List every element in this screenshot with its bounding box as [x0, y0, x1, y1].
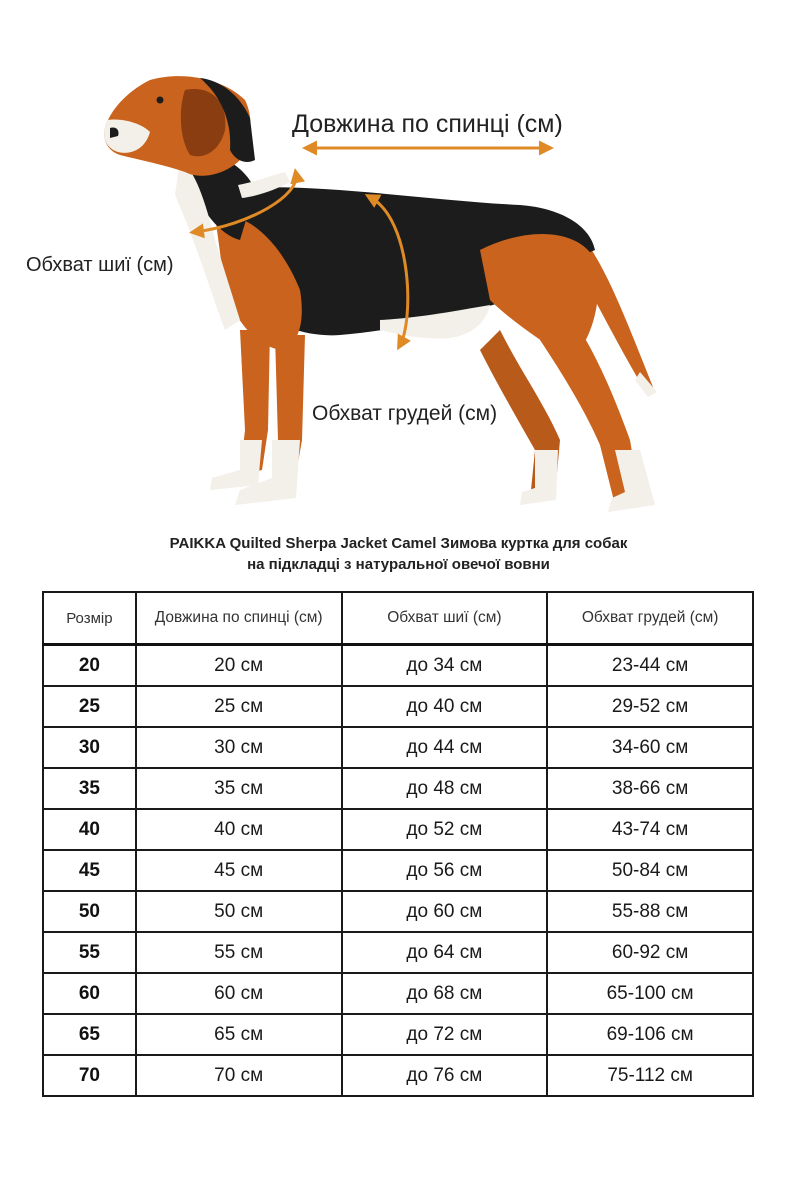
column-header: Довжина по спинці (см): [136, 592, 342, 645]
chest-girth-label: Обхват грудей (см): [312, 402, 498, 425]
measurement-cell: 23-44 см: [547, 645, 753, 687]
size-cell: 50: [43, 891, 136, 932]
measurement-cell: 35 см: [136, 768, 342, 809]
table-header-row: [43, 592, 753, 645]
measurement-cell: 55 см: [136, 932, 342, 973]
table-row: [43, 973, 753, 1014]
size-cell: 60: [43, 973, 136, 1014]
column-header: Обхват шиї (см): [342, 592, 548, 645]
dog-silhouette: [104, 76, 657, 512]
measurement-cell: до 64 см: [342, 932, 548, 973]
table-body: [43, 645, 753, 1097]
dog-measurement-illustration: [0, 0, 797, 530]
measurement-cell: до 40 см: [342, 686, 548, 727]
measurement-cell: 55-88 см: [547, 891, 753, 932]
size-cell: 55: [43, 932, 136, 973]
measurement-cell: 65 см: [136, 1014, 342, 1055]
product-title-line-1: PAIKKA Quilted Sherpa Jacket Camel Зимова куртка для собак: [169, 535, 628, 552]
table-row: [43, 768, 753, 809]
measurement-cell: 70 см: [136, 1055, 342, 1096]
measurement-cell: до 68 см: [342, 973, 548, 1014]
size-cell: 45: [43, 850, 136, 891]
table-row: [43, 850, 753, 891]
column-header: Обхват грудей (см): [547, 592, 753, 645]
table-row: [43, 1055, 753, 1096]
measurement-cell: до 34 см: [342, 645, 548, 687]
table-row: [43, 932, 753, 973]
size-cell: 20: [43, 645, 136, 687]
size-cell: 70: [43, 1055, 136, 1096]
column-header: Розмір: [43, 592, 136, 645]
measurement-cell: 60 см: [136, 973, 342, 1014]
measurement-cell: 20 см: [136, 645, 342, 687]
size-cell: 65: [43, 1014, 136, 1055]
table-row: [43, 1014, 753, 1055]
measurement-cell: 30 см: [136, 727, 342, 768]
product-title: [0, 533, 797, 575]
measurement-cell: 34-60 см: [547, 727, 753, 768]
size-cell: 30: [43, 727, 136, 768]
measurement-cell: 29-52 см: [547, 686, 753, 727]
measurement-cell: 43-74 см: [547, 809, 753, 850]
measurement-cell: 38-66 см: [547, 768, 753, 809]
measurement-cell: 40 см: [136, 809, 342, 850]
measurement-cell: 60-92 см: [547, 932, 753, 973]
measurement-cell: до 44 см: [342, 727, 548, 768]
measurement-cell: 25 см: [136, 686, 342, 727]
table-row: [43, 809, 753, 850]
size-chart-table: [42, 591, 754, 1097]
measurement-cell: 65-100 см: [547, 973, 753, 1014]
table-row: [43, 891, 753, 932]
measurement-cell: до 48 см: [342, 768, 548, 809]
table-row: [43, 645, 753, 687]
measurement-cell: 69-106 см: [547, 1014, 753, 1055]
size-cell: 25: [43, 686, 136, 727]
measurement-cell: 45 см: [136, 850, 342, 891]
neck-girth-label: Обхват шиї (см): [26, 254, 174, 276]
measurement-cell: до 60 см: [342, 891, 548, 932]
size-cell: 40: [43, 809, 136, 850]
measurement-cell: 50 см: [136, 891, 342, 932]
measurement-cell: до 52 см: [342, 809, 548, 850]
measurement-cell: 50-84 см: [547, 850, 753, 891]
measurement-cell: до 72 см: [342, 1014, 548, 1055]
size-cell: 35: [43, 768, 136, 809]
measurement-cell: до 56 см: [342, 850, 548, 891]
back-length-label: Довжина по спинці (см): [292, 110, 563, 138]
table-row: [43, 727, 753, 768]
measurement-cell: 75-112 см: [547, 1055, 753, 1096]
table-row: [43, 686, 753, 727]
product-title-line-2: на підкладці з натуральної овечої вовни: [247, 556, 550, 573]
measurement-cell: до 76 см: [342, 1055, 548, 1096]
